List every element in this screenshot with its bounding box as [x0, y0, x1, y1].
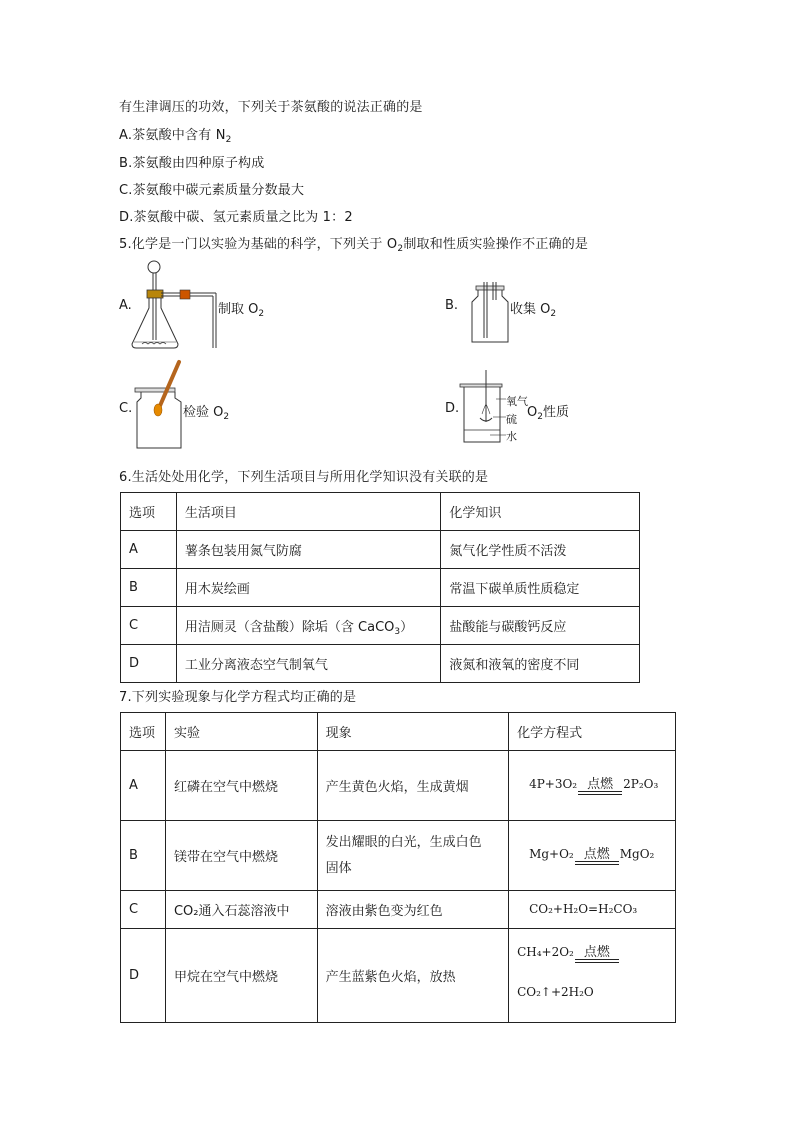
q4-option-a: A.茶氨酸中含有 $N_2$ [119, 128, 232, 145]
q5-option-a-label: 制取 $O_2$ [218, 302, 265, 319]
equation-c: CO₂+H₂O=H₂CO₃ [529, 902, 638, 916]
splint-test-diagram [135, 360, 185, 450]
q7-header-equation: 化学方程式 [509, 713, 676, 751]
q6-cell-item: 薯条包装用氮气防腐 [176, 531, 441, 569]
q6-cell-knowledge: 常温下碳单质性质稳定 [441, 569, 640, 607]
equation-a-right: 2P₂O₃ [623, 776, 659, 791]
q6-header-row [121, 493, 640, 531]
intro-line: 有生津调压的功效，下列关于茶氨酸的说法正确的是 [119, 100, 423, 115]
q7-cell-experiment: 甲烷在空气中燃烧 [165, 929, 317, 1023]
q4-option-c: C.茶氨酸中碳元素质量分数最大 [119, 183, 305, 198]
q6-header-item: 生活项目 [176, 493, 441, 531]
q5-d-label-oxygen: 氧气 [506, 395, 528, 408]
equation-d-right: CO₂↑+2H₂O [517, 985, 594, 999]
condition-ignite: 点燃 [578, 778, 622, 795]
table-row [121, 891, 676, 929]
q7-cell-phenomenon: 产生黄色火焰，生成黄烟 [317, 751, 509, 821]
q7-header-experiment: 实验 [165, 713, 317, 751]
q7-cell-equation [509, 891, 676, 929]
q5-option-a-letter: A. [119, 298, 132, 313]
sulfur-combustion-diagram [460, 370, 510, 448]
q6-cell-knowledge: 盐酸能与碳酸钙反应 [441, 607, 640, 645]
q5-d-label-sulfur: 硫 [506, 413, 517, 426]
q7-cell-option: B [121, 821, 166, 891]
q7-header-row [121, 713, 676, 751]
equation-d-left: CH₄+2O₂ [517, 945, 574, 959]
q7-cell-experiment: 镁带在空气中燃烧 [165, 821, 317, 891]
q6-cell-option: A [121, 531, 177, 569]
q6-cell-item: 工业分离液态空气制氧气 [176, 645, 441, 683]
q5-d-label-water: 水 [506, 430, 517, 443]
q7-cell-phenomenon: 溶液由紫色变为红色 [317, 891, 509, 929]
q5-option-d-letter: D. [445, 401, 460, 416]
q6-cell-item: 用木炭绘画 [176, 569, 441, 607]
table-row [121, 607, 640, 645]
q7-cell-option: D [121, 929, 166, 1023]
q7-table [120, 712, 676, 1023]
q5-option-c-letter: C. [119, 401, 133, 416]
q7-cell-option: C [121, 891, 166, 929]
equation-a-left: 4P+3O₂ [529, 776, 578, 791]
q7-cell-experiment: 红磷在空气中燃烧 [165, 751, 317, 821]
q7-cell-equation [509, 929, 676, 1023]
condition-ignite: 点燃 [575, 946, 619, 963]
q6-header-knowledge: 化学知识 [441, 493, 640, 531]
table-row [121, 929, 676, 1023]
q7-stem: 7.下列实验现象与化学方程式均正确的是 [119, 690, 357, 705]
q5-option-d-label: $O_2$性质 [527, 405, 569, 422]
gas-bottle-diagram [470, 282, 510, 344]
q7-cell-phenomenon: 产生蓝紫色火焰，放热 [317, 929, 509, 1023]
q5-option-b-label: 收集 $O_2$ [510, 302, 557, 319]
equation-b-right: MgO₂ [619, 846, 655, 861]
q6-cell-knowledge: 液氮和液氧的密度不同 [441, 645, 640, 683]
q7-header-option: 选项 [121, 713, 166, 751]
q6-cell-option: C [121, 607, 177, 645]
condition-ignite: 点燃 [575, 848, 619, 865]
q6-header-option: 选项 [121, 493, 177, 531]
q5-option-c-label: 检验 $O_2$ [183, 405, 230, 422]
q4-option-d: D.茶氨酸中碳、氢元素质量之比为 1：2 [119, 210, 353, 225]
q6-cell-option: B [121, 569, 177, 607]
q7-cell-equation [509, 751, 676, 821]
q6-cell-item: 用洁厕灵（含盐酸）除垢（含 CaCO$_3$） [176, 607, 441, 645]
q7-cell-equation [509, 821, 676, 891]
table-row [121, 645, 640, 683]
table-row [121, 569, 640, 607]
q6-stem: 6.生活处处用化学，下列生活项目与所用化学知识没有关联的是 [119, 470, 489, 485]
table-row [121, 531, 640, 569]
q7-cell-option: A [121, 751, 166, 821]
q4-option-b: B.茶氨酸由四种原子构成 [119, 156, 265, 171]
q6-table [120, 492, 640, 683]
flask-apparatus-diagram [128, 258, 223, 354]
q7-cell-phenomenon: 发出耀眼的白光，生成白色 固体 [317, 821, 509, 891]
q5-stem: 5.化学是一门以实验为基础的科学，下列关于 $O_2$制取和性质实验操作不正确的是 [119, 237, 589, 254]
q7-header-phenomenon: 现象 [317, 713, 509, 751]
q5-option-b-letter: B. [445, 298, 459, 313]
q7-cell-experiment: CO₂通入石蕊溶液中 [165, 891, 317, 929]
equation-b-left: Mg+O₂ [529, 846, 574, 861]
q6-cell-knowledge: 氮气化学性质不活泼 [441, 531, 640, 569]
q6-cell-option: D [121, 645, 177, 683]
table-row [121, 821, 676, 891]
table-row [121, 751, 676, 821]
